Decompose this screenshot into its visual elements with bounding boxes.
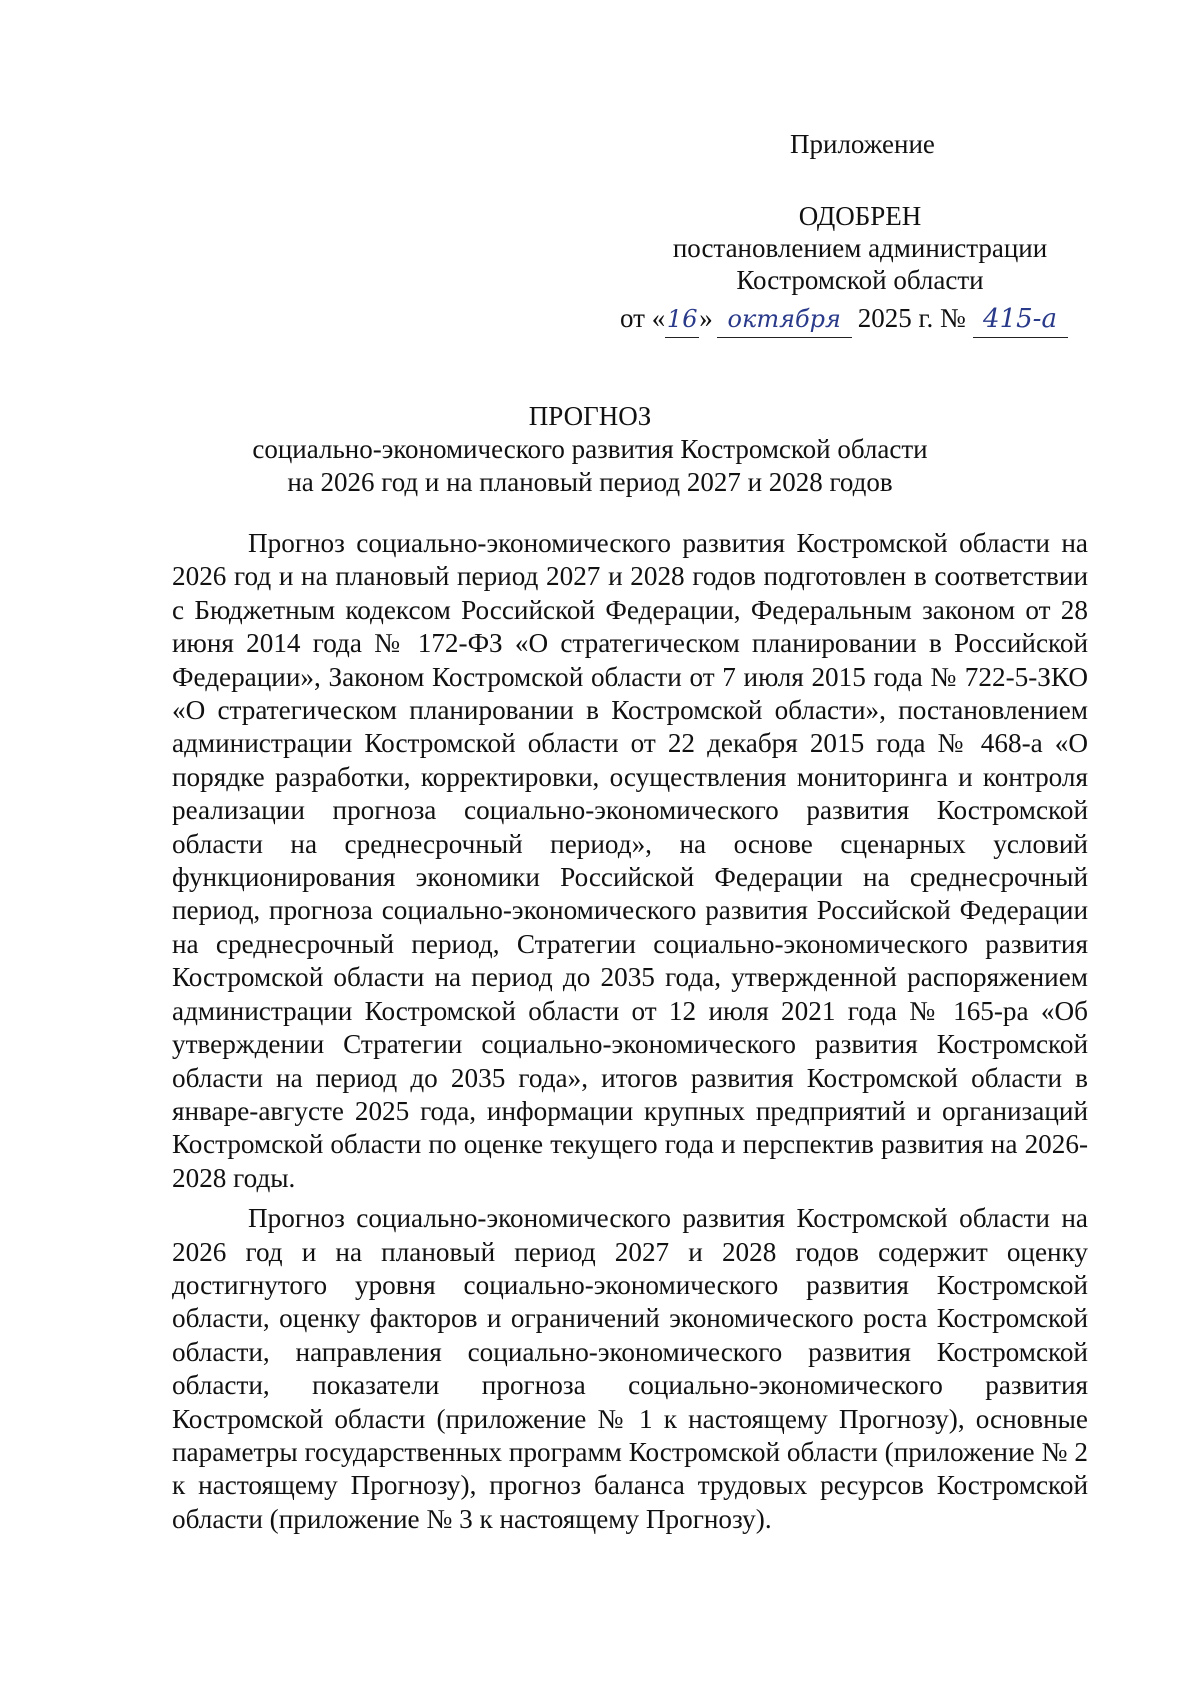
handwritten-doc-number: 415-а bbox=[973, 301, 1068, 338]
document-body bbox=[172, 527, 1088, 1543]
date-prefix: от « bbox=[620, 303, 666, 333]
approved-label: ОДОБРЕН bbox=[798, 201, 922, 231]
title-line2: на 2026 год и на плановый период 2027 и 2028 годов bbox=[287, 467, 893, 497]
approval-block bbox=[600, 200, 1120, 296]
approved-by-line2: Костромской области bbox=[736, 265, 984, 295]
approved-by-line1: постановлением администрации bbox=[672, 233, 1048, 263]
handwritten-month: октября bbox=[717, 301, 852, 338]
body-paragraph-1: Прогноз социально-экономического развития Костромской области на 2026 год и на плановый период 2027 и 2028 годов подготовлен в соответствии с Бюджетным кодексом Российской Федерации, Федеральным законом от 28 июня 2014 года № 172-ФЗ «О стратегическом планировании в Российской Федерации», Законом Костромской области от 7 июля 2015 года № 722-5-ЗКО «О стратегическом планировании в Костромской области», постановлением администрации Костромской области от 22 декабря 2015 года № 468-а «О порядке разработки, корректировки, осуществления мониторинга и контроля реализации прогноза социально-экономического развития Костромской области на среднесрочный период», на основе сценарных условий функционирования экономики Российской Федерации на среднесрочный период, прогноза социально-экономического развития Российской Федерации на среднесрочный период, Стратегии социально-экономического развития Костромской области на период до 2035 года, утвержденной распоряжением администрации Костромской области от 12 июля 2021 года № 165-ра «Об утверждении Стратегии социально-экономического развития Костромской области на период до 2035 года», итогов развития Костромской области в январе-августе 2025 года, информации крупных предприятий и организаций Костромской области по оценке текущего года и перспектив развития на 2026-2028 годы. bbox=[172, 528, 1088, 1193]
appendix-label: Приложение bbox=[790, 129, 935, 159]
document-title bbox=[150, 400, 1030, 499]
title-line1: социально-экономического развития Костромской области bbox=[252, 434, 928, 464]
date-year: 2025 г. № bbox=[857, 303, 966, 333]
approval-date-line bbox=[620, 300, 1068, 338]
body-paragraph-2: Прогноз социально-экономического развития Костромской области на 2026 год и на плановый период 2027 и 2028 годов содержит оценку достигнутого уровня социально-экономического развития Костромской области, оценку факторов и ограничений экономического роста Костромской области, направления социально-экономического развития Костромской области, показатели прогноза социально-экономического развития Костромской области (приложение № 1 к настоящему Прогнозу), основные параметры государственных программ Костромской области (приложение № 2 к настоящему Прогнозу), прогноз баланса трудовых ресурсов Костромской области (приложение № 3 к настоящему Прогнозу). bbox=[172, 1203, 1088, 1534]
date-quote-close: » bbox=[699, 303, 713, 333]
handwritten-day: 16 bbox=[665, 301, 699, 338]
title-heading: ПРОГНОЗ bbox=[528, 401, 652, 431]
